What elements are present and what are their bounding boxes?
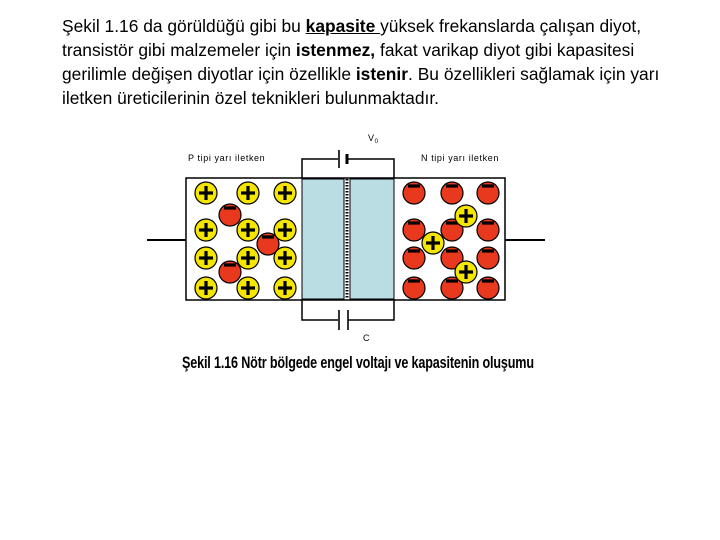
depletion-region-n bbox=[350, 179, 394, 299]
keyword-istenir: istenir bbox=[355, 64, 409, 84]
label-p-type: P tipi yarı iletken bbox=[188, 153, 266, 163]
figure-caption: Şekil 1.16 Nötr bölgede engel voltajı ve kapasitenin oluşumu bbox=[182, 353, 534, 372]
keyword-istenmez: istenmez, bbox=[295, 40, 376, 60]
label-c: C bbox=[363, 333, 371, 343]
bottom-wire-right bbox=[348, 300, 394, 320]
label-v0: $V_0$ bbox=[368, 133, 379, 145]
top-wire-left bbox=[302, 159, 338, 178]
bottom-wire-left bbox=[302, 300, 338, 320]
text-segment: fakat varikap diyot gibi kapasitesi gerilimle değişen diyotlar için özellikle bbox=[62, 40, 635, 84]
text-segment: Şekil 1.16 da görüldüğü gibi bu bbox=[62, 16, 306, 36]
depletion-region-p bbox=[302, 179, 344, 299]
top-wire-right bbox=[348, 159, 394, 178]
keyword-kapasite: kapasite bbox=[305, 16, 381, 36]
text-segment: . Bu özellikleri sağlamak için yarı iletken üreticilerinin özel teknikleri bulunmaktadır. bbox=[62, 64, 660, 108]
text-segment: yüksek frekanslarda çalışan diyot, transistör gibi malzemeler için bbox=[62, 16, 642, 60]
label-n-type: N tipi yarı iletken bbox=[421, 153, 499, 163]
